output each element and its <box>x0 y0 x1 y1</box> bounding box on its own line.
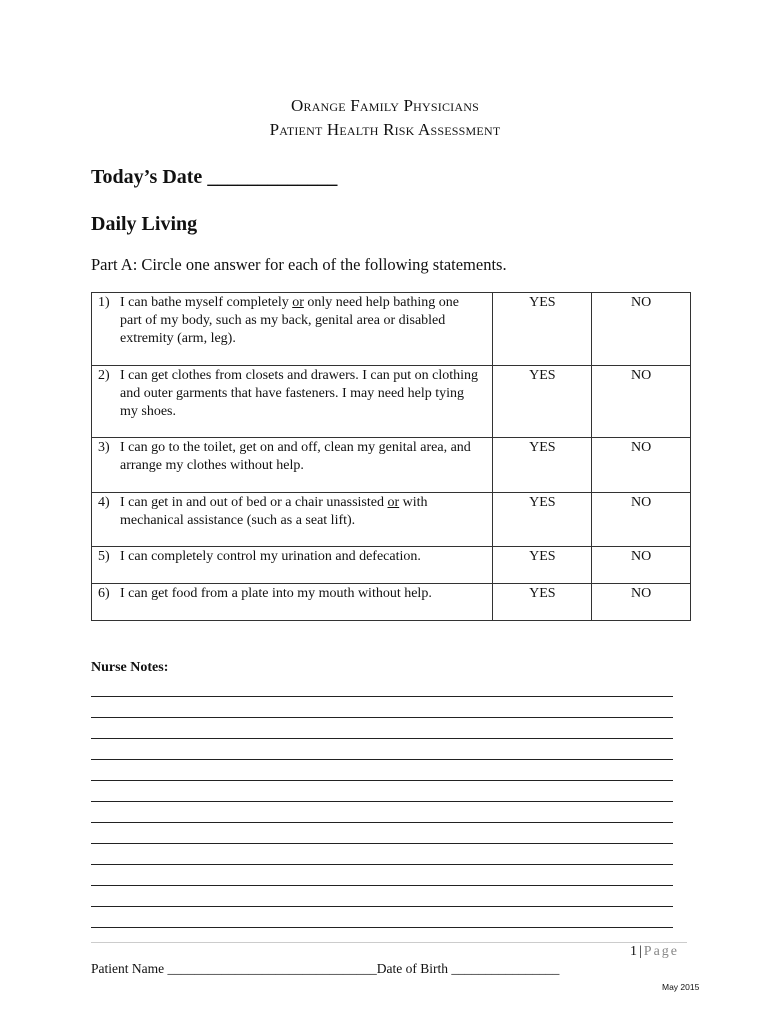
note-line[interactable] <box>91 697 673 718</box>
table-row <box>92 366 691 438</box>
todays-date-blank[interactable]: _____________ <box>207 166 338 188</box>
no-option[interactable]: NO <box>592 547 691 584</box>
statement-text: I can completely control my urination and defecation. <box>120 549 421 564</box>
dob-blank[interactable]: ________________ <box>451 961 560 976</box>
note-line[interactable] <box>91 865 673 886</box>
statement-cell <box>92 438 493 493</box>
yes-option[interactable]: YES <box>493 547 592 584</box>
yes-option[interactable]: YES <box>493 293 592 366</box>
statement-cell <box>92 547 493 584</box>
todays-date-label: Today’s Date <box>91 166 203 188</box>
statement-number: 4) <box>98 495 110 510</box>
statement-cell <box>92 493 493 547</box>
note-line[interactable] <box>91 844 673 865</box>
statement-text: I can go to the toilet, get on and off, clean my genital area, and arrange my clothes without help. <box>120 440 471 473</box>
footer-divider <box>91 942 687 943</box>
note-line[interactable] <box>91 676 673 697</box>
yes-option[interactable]: YES <box>493 366 592 438</box>
statement-number: 6) <box>98 586 110 601</box>
table-row <box>92 584 691 621</box>
form-title-line2: Patient Health Risk Assessment <box>269 120 501 139</box>
yes-option[interactable]: YES <box>493 438 592 493</box>
table-row <box>92 293 691 366</box>
todays-date-field[interactable] <box>91 166 337 189</box>
no-option[interactable]: NO <box>592 366 691 438</box>
note-line[interactable] <box>91 760 673 781</box>
form-title-line1: Orange Family Physicians <box>291 96 479 115</box>
statement-cell <box>92 366 493 438</box>
note-line[interactable] <box>91 886 673 907</box>
note-line[interactable] <box>91 739 673 760</box>
note-line[interactable] <box>91 802 673 823</box>
no-option[interactable]: NO <box>592 293 691 366</box>
statement-text: I can bathe myself completely or only need help bathing one part of my body, such as my back, genital area or disabled extremity (arm, leg). <box>120 295 460 346</box>
patient-info-line <box>91 961 559 977</box>
statement-cell <box>92 293 493 366</box>
revision-date: May 2015 <box>662 982 700 992</box>
statement-text: I can get food from a plate into my mouth without help. <box>120 586 432 601</box>
table-row <box>92 438 691 493</box>
statement-number: 5) <box>98 549 110 564</box>
patient-name-label: Patient Name <box>91 961 165 976</box>
statement-number: 3) <box>98 440 110 455</box>
note-line[interactable] <box>91 781 673 802</box>
nurse-notes-label: Nurse Notes: <box>91 660 169 675</box>
note-line[interactable] <box>91 907 673 928</box>
statement-number: 2) <box>98 368 110 383</box>
yes-option[interactable]: YES <box>493 584 592 621</box>
patient-name-blank[interactable]: _______________________________ <box>167 961 377 976</box>
no-option[interactable]: NO <box>592 438 691 493</box>
note-line[interactable] <box>91 718 673 739</box>
statements-table <box>91 292 691 621</box>
statement-cell <box>92 584 493 621</box>
statement-text: I can get clothes from closets and drawers. I can put on clothing and outer garments that have fasteners. I may need help tying my shoes. <box>120 368 479 419</box>
no-option[interactable]: NO <box>592 493 691 547</box>
yes-option[interactable]: YES <box>493 493 592 547</box>
statement-number: 1) <box>98 295 110 310</box>
table-row <box>92 547 691 584</box>
no-option[interactable]: NO <box>592 584 691 621</box>
page-number: 1 | Page <box>629 944 679 959</box>
statement-text: I can get in and out of bed or a chair unassisted or with mechanical assistance (such as a seat lift). <box>120 495 428 528</box>
instructions: Part A: Circle one answer for each of the following statements. <box>91 255 507 274</box>
dob-label: Date of Birth <box>376 961 448 976</box>
section-title: Daily Living <box>91 213 198 235</box>
note-line[interactable] <box>91 823 673 844</box>
table-row <box>92 493 691 547</box>
nurse-notes-area[interactable] <box>91 676 673 928</box>
